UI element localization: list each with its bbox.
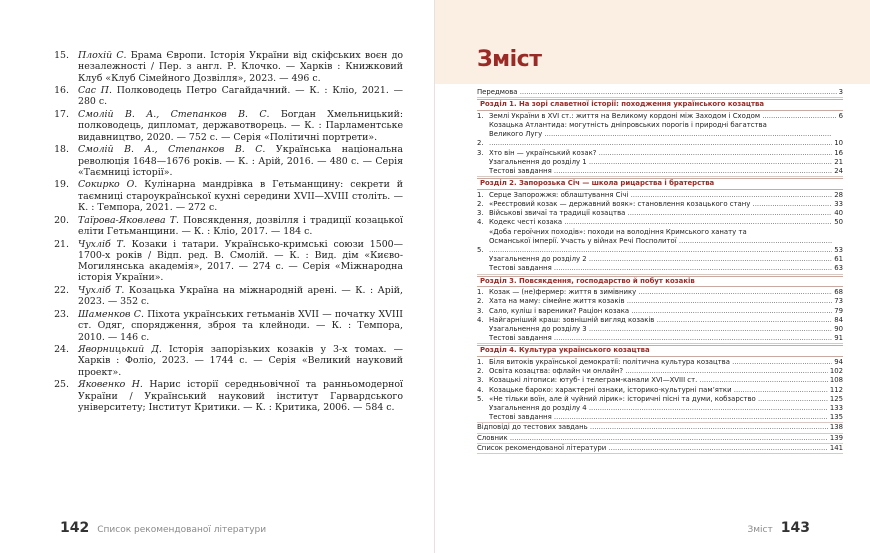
entry-author: Сокирко О. — [78, 179, 138, 191]
toc-entry-title: Відповіді до тестових завдань ..... — [477, 423, 828, 432]
toc-entry-page: 10 — [834, 139, 843, 148]
toc-entry-title: Хата на маму: сімейне життя козаків ..... — [489, 297, 832, 306]
entry-author: Плохій С. — [78, 50, 127, 61]
toc-entry-number: 3. — [477, 306, 484, 315]
toc-entry[interactable] — [477, 112, 843, 121]
toc-section-heading[interactable]: Розділ 2. Запорозька Січ — школа рицарства і братерства — [477, 178, 843, 190]
toc-section-heading[interactable]: Розділ 4. Культура українського козацтва — [477, 345, 843, 357]
toc-entry-title: Кодекс честі козака ..... — [489, 218, 832, 227]
toc-section-heading[interactable]: Розділ 1. На зорі славетної історії: походження українського козацтва — [477, 99, 843, 111]
toc-entry-page: 3 — [838, 88, 843, 96]
entry-author: Сас П. — [78, 85, 112, 97]
toc-title: Зміст — [477, 47, 542, 72]
entry-author: Таїрова-Яковлева Т. — [78, 214, 179, 226]
toc-entry-page: 24 — [834, 167, 843, 176]
toc-entry-page: 91 — [834, 334, 843, 343]
toc-entry-page: 102 — [829, 367, 843, 376]
toc-entry[interactable] — [477, 316, 843, 325]
toc-entry-title: Сало, куліш і вареники? Раціон козака ..... — [489, 307, 832, 316]
toc-entry[interactable] — [477, 297, 843, 306]
toc-entry[interactable] — [477, 158, 843, 167]
toc-entry-number: 4. — [477, 315, 484, 324]
toc-entry-number: 4. — [477, 218, 484, 227]
entry-author: Смолій В. А., Степанков В. С. — [78, 144, 266, 156]
toc-entry-page: 125 — [829, 394, 843, 403]
right-page — [435, 0, 870, 553]
toc-entry-page: 33 — [834, 200, 843, 209]
toc-entry-number: 2. — [477, 367, 484, 376]
entry-text: Нарис історії середньовічної та ранньомодерної України / Український науковий інститут Гарвардського університету; Інститут Критики. — К. : Критика, 2006. — 584 с. — [78, 379, 403, 413]
toc-section-items — [477, 191, 843, 275]
toc-entry-page: 61 — [834, 255, 843, 264]
left-footer-label: Список рекомендованої літератури — [97, 525, 267, 535]
toc-entry-title: Тестові завдання ..... — [477, 413, 828, 422]
bibliography-list — [45, 50, 403, 414]
toc-entry[interactable] — [477, 288, 843, 297]
toc-entry[interactable] — [477, 376, 843, 385]
toc-entry-title: Узагальнення до розділу 2 ..... — [477, 255, 832, 264]
toc-entry-page: 135 — [829, 413, 843, 422]
entry-text: Кулінарна мандрівка в Гетьманщину: секрети й таємниці староукраїнської кухні середини XVII—XVIII століть. — К. : Темпора, 2021. — 272 с. — [78, 179, 403, 214]
toc-entry-title: Узагальнення до розділу 3 ..... — [477, 325, 832, 334]
toc-entry[interactable] — [477, 325, 843, 334]
toc-entry-title: Тестові завдання ..... — [477, 264, 832, 273]
toc-entry-title: «Не тільки воїн, але й чуйний лірик»: історичні пісні та думи, кобзарство ..... — [489, 395, 828, 404]
bibliography-entry — [45, 179, 403, 213]
bibliography-entry — [45, 144, 403, 178]
entry-text: Полководець Петро Сагайдачний. — К. : Кліо, 2021. — 280 с. — [78, 85, 403, 108]
toc-entry-title: Словник ..... — [477, 434, 828, 443]
toc-entry[interactable] — [477, 358, 843, 367]
toc-entry-title: Список рекомендованої літератури ..... — [477, 444, 828, 453]
entry-author: Чухліб Т. — [78, 238, 126, 250]
toc-entry-title: Тестові завдання ..... — [477, 334, 832, 343]
toc-entry[interactable] — [477, 367, 843, 376]
toc-entry-page: 53 — [834, 246, 843, 255]
bibliography-entry — [45, 379, 403, 413]
toc-entry-title: Козацькі літописи: ютуб- і телеграм-канали XVI—XVIII ст. ..... — [489, 376, 828, 385]
toc-entry-title: Узагальнення до розділу 4 ..... — [477, 404, 828, 413]
toc-entry-page: 84 — [834, 315, 843, 324]
toc-entry-page: 133 — [829, 404, 843, 413]
entry-author: Шаменков С. — [78, 308, 144, 320]
toc-entry-page: 73 — [834, 297, 843, 306]
toc-entry-number: 3. — [477, 209, 484, 218]
entry-author: Смолій В. А., Степанков В. С. — [78, 109, 270, 121]
toc-entry-number: 2. — [477, 200, 484, 209]
toc-entry-line-2: Великого Лугу ..... — [489, 130, 832, 139]
toc-entry-page: 16 — [834, 148, 843, 157]
toc-entry[interactable] — [477, 264, 843, 273]
toc-entry[interactable] — [477, 149, 843, 158]
entry-number: 18. — [54, 144, 69, 156]
toc-entry[interactable] — [477, 386, 843, 395]
entry-author: Яковенко Н. — [78, 379, 143, 391]
entry-number: 17. — [54, 109, 69, 121]
toc-entry[interactable] — [477, 209, 843, 218]
entry-author: Яворницький Д. — [78, 344, 162, 356]
toc-entry-title: Козацьке бароко: характерні ознаки, історико-культурні пам’ятки ..... — [489, 386, 828, 395]
bibliography-entry — [45, 239, 403, 284]
bibliography-entry — [45, 85, 403, 108]
entry-number: 15. — [54, 50, 69, 61]
entry-text: Історія запорізьких козаків у 3-х томах. — Харків : Фоліо, 2023. — 1744 с. — Серія «Великий науковий проект». — [78, 344, 403, 378]
entry-number: 22. — [54, 285, 69, 297]
toc-entry-number: 1. — [477, 358, 484, 367]
entry-text: Повсякдення, дозвілля і традиції козацької еліти Гетьманщини. — К. : Кліо, 2017. — 184 с. — [78, 214, 403, 237]
toc-entry-back-matter[interactable] — [477, 444, 843, 454]
toc-entry[interactable] — [477, 404, 843, 413]
toc-entry-page: 68 — [834, 288, 843, 297]
toc-entry-number: 3. — [477, 376, 484, 385]
toc-entry-title: Передмова ..... — [477, 88, 837, 97]
toc-entry-title: Серце Запорожжя: облаштування Січі ..... — [489, 191, 832, 200]
entry-number: 19. — [54, 179, 69, 191]
right-footer-label: Зміст — [747, 525, 773, 535]
toc-entry-title: Козак — (не)фермер: життя в зимівнику ..... — [489, 288, 832, 297]
toc-entry-page: 63 — [834, 264, 843, 273]
bibliography-entry — [45, 109, 403, 143]
toc-entry-page: 40 — [834, 209, 843, 218]
toc-entry-page: 112 — [829, 385, 843, 394]
entry-text: Козацька Україна на міжнародній арені. — К. : Арій, 2023. — 352 с. — [78, 285, 403, 308]
bibliography-entry — [45, 309, 403, 343]
toc-entry-page: 108 — [829, 376, 843, 385]
toc-entry-title: Біля витоків української демократії: політична культура козацтва ..... — [489, 358, 832, 367]
right-page-number: 143 — [780, 520, 810, 536]
toc-entry-page: 141 — [829, 443, 843, 452]
toc-entry[interactable] — [477, 334, 843, 343]
left-page-number: 142 — [60, 520, 90, 536]
bibliography-entry — [45, 50, 403, 84]
toc-entry[interactable] — [477, 307, 843, 316]
toc-entry[interactable] — [477, 191, 843, 200]
toc-entry[interactable] — [477, 413, 843, 422]
entry-number: 24. — [54, 344, 69, 356]
toc-entry-line-1: Козацька Атлантида: могутність дніпровських порогів і природні багатства — [489, 121, 767, 129]
toc-entry-page: 28 — [834, 190, 843, 199]
toc-entry-page: 94 — [834, 358, 843, 367]
entry-text: Брама Європи. Історія України від скіфських воєн до незалежності / Пер. з англ. Р. Клочко. — Харків : Книжковий Клуб «Клуб Сімейного Дозвілля», 2023. — 496 с. — [78, 50, 404, 84]
entry-number: 20. — [54, 214, 69, 226]
toc-entry-number: 5. — [477, 394, 484, 403]
toc-entry-page: 21 — [834, 157, 843, 166]
entry-author: Чухліб Т. — [78, 285, 125, 297]
entry-number: 23. — [54, 308, 69, 320]
toc-entry-page: 6 — [838, 111, 843, 120]
toc-entry-number: 1. — [477, 288, 484, 297]
toc-entry-line-2: Османської імперії. Участь у війнах Речі Посполитої ..... — [489, 237, 832, 246]
toc-entry-title: Тестові завдання ..... — [477, 167, 832, 176]
toc-entry-back-matter[interactable] — [477, 434, 843, 444]
toc-entry-number: 5. — [477, 246, 484, 255]
right-footer — [748, 517, 811, 536]
toc-entry-number: 3. — [477, 148, 484, 157]
toc-entry-page: 139 — [829, 433, 843, 442]
toc-entry-page: 79 — [834, 306, 843, 315]
toc-entry-back-matter[interactable] — [477, 423, 843, 433]
bibliography-entry — [45, 344, 403, 378]
toc-section-items — [477, 358, 843, 423]
toc-entry-title: «Реєстровий козак — державний вояк»: становлення козацького стану ..... — [489, 200, 832, 209]
toc-section-heading[interactable]: Розділ 3. Повсякдення, господарство й побут козаків — [477, 276, 843, 288]
toc-entry-title: Хто він — український козак? ..... — [489, 149, 832, 158]
toc-entry[interactable] — [477, 228, 843, 256]
toc-entry-number: 4. — [477, 385, 484, 394]
entry-text: Піхота українських гетьманів XVII — початку XVIII ст. Одяг, спорядження, зброя та клейноди. — К. : Темпора, 2010. — 146 с. — [78, 308, 403, 343]
toc-entry-title: Найгарніший краш: зовнішній вигляд козаків ..... — [489, 316, 832, 325]
toc-entry-page: 90 — [834, 325, 843, 334]
toc-entry-number: 1. — [477, 111, 484, 120]
bibliography-entry — [45, 285, 403, 308]
toc-entry-title — [489, 121, 832, 149]
entry-number: 25. — [54, 379, 69, 391]
toc-entry-title: Землі України в XVI ст.: життя на Великому кордоні між Заходом і Сходом ..... — [489, 112, 837, 121]
entry-number: 16. — [54, 85, 69, 97]
entry-text: Богдан Хмельницький: полководець, дипломат, державотворець. — К. : Парламентське видавництво, 2020. — 752 с. — Серія «Політичні портрети». — [78, 109, 404, 143]
toc-section-items — [477, 112, 843, 177]
entry-number: 21. — [54, 238, 69, 250]
toc-entry[interactable] — [477, 395, 843, 404]
table-of-contents — [477, 88, 843, 454]
toc-entry-line-1: «Доба героїчних походів»: походи на володіння Кримського ханату та — [489, 227, 747, 236]
toc-entry[interactable] — [477, 121, 843, 149]
toc-section-items — [477, 288, 843, 344]
left-footer — [60, 517, 266, 536]
toc-entry[interactable] — [477, 200, 843, 209]
toc-entry-foreword[interactable] — [477, 88, 843, 98]
toc-entry-number: 1. — [477, 190, 484, 199]
entry-text: Козаки і татари. Українсько-кримські союзи 1500—1700-х років / Відп. ред. В. Смолій. — К. : Вид. дім «Києво-Могилянська академія», 2017. — 274 с. — Серія «Міжнародна історія України». — [78, 238, 403, 284]
toc-entry[interactable] — [477, 255, 843, 264]
toc-entry-number: 2. — [477, 297, 484, 306]
toc-entry-title: Освіта козацтва: офлайн чи онлайн? ..... — [489, 367, 828, 376]
toc-entry[interactable] — [477, 167, 843, 176]
bibliography-entry — [45, 215, 403, 238]
toc-entry-title: Узагальнення до розділу 1 ..... — [477, 158, 832, 167]
toc-entry-page: 50 — [834, 218, 843, 227]
toc-entry-title — [489, 228, 832, 256]
toc-entry-page: 138 — [829, 423, 843, 432]
toc-entry-title: Військові звичаї та традиції козацтва ..... — [489, 209, 832, 218]
entry-text: Українська національна революція 1648—1676 років. — К. : Арій, 2016. — 480 с. — Серія «Таємниці історії». — [78, 144, 403, 178]
toc-entry[interactable] — [477, 218, 843, 227]
toc-entry-number: 2. — [477, 139, 484, 148]
